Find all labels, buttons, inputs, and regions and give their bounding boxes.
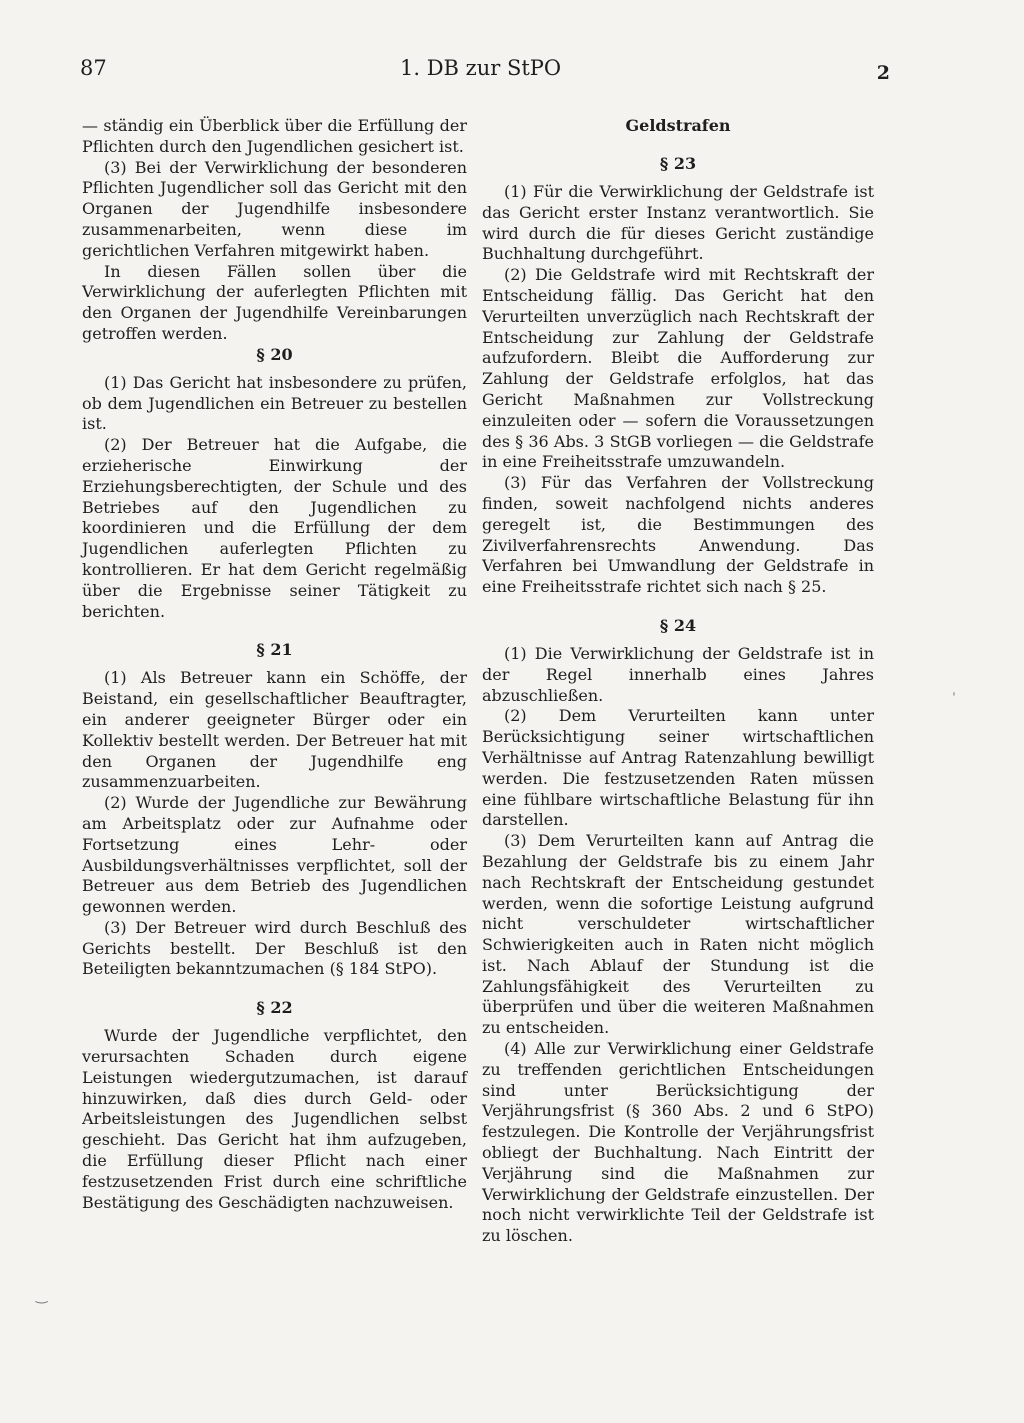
page-header: [80, 56, 890, 90]
paragraph: (2) Die Geldstrafe wird mit Rechtskraft der Entscheidung fällig. Das Gericht hat den Verurteilten unverzüglich nach Rechtskraft der Entscheidung zur Zahlung der Geldstrafe aufzufordern. Bleibt die Aufforderung zur Zahlung der Geldstrafe erfolglos, hat das Gericht Maßnahmen zur Vollstreckung einzuleiten oder — sofern die Voraussetzungen des § 36 Abs. 3 StGB vorliegen — die Geldstrafe in eine Freiheitsstrafe umzuwandeln.: [482, 265, 874, 472]
paragraph: (3) Bei der Verwirklichung der besonderen Pflichten Jugendlicher soll das Gericht mit den Organen der Jugendhilfe insbesondere zusammenarbeiten, wenn diese im gerichtlichen Verfahren mitgewirkt haben.: [82, 157, 467, 260]
paragraph: In diesen Fällen sollen über die Verwirklichung der auferlegten Pflichten mit den Organen der Jugendhilfe Vereinbarungen getroffen werden.: [82, 261, 467, 343]
section-marker: 2: [876, 62, 890, 84]
paragraph: (2) Wurde der Jugendliche zur Bewährung am Arbeitsplatz oder zur Aufnahme oder Fortsetzung eines Lehr- oder Ausbildungsverhältnisses verpflichtet, soll der Betreuer aus dem Betrieb des Jugendlichen gewonnen werden.: [82, 793, 467, 917]
left-column: [82, 116, 467, 1213]
right-column: [482, 116, 874, 1247]
paragraph: — ständig ein Überblick über die Erfüllung der Pflichten durch den Jugendlichen gesichert ist.: [82, 116, 467, 156]
section-heading-21: § 21: [256, 640, 293, 660]
scan-speck: ˌ: [952, 682, 956, 698]
paragraph: (3) Der Betreuer wird durch Beschluß des Gerichts bestellt. Der Beschluß ist den Beteiligten bekanntzumachen (§ 184 StPO).: [82, 917, 467, 979]
paragraph: (3) Für das Verfahren der Vollstreckung finden, soweit nachfolgend nichts anderes geregelt ist, die Bestimmungen des Zivilverfahrensrechts Anwendung. Das Verfahren bei Umwandlung der Geldstrafe in eine Freiheitsstrafe richtet sich nach § 25.: [482, 473, 874, 597]
paragraph: Wurde der Jugendliche verpflichtet, den verursachten Schaden durch eigene Leistungen wiedergutzumachen, ist darauf hinzuwirken, daß dies durch Geld- oder Arbeitsleistungen des Jugendlichen selbst geschieht. Das Gericht hat ihm aufzugeben, die Erfüllung dieser Pflicht nach einer festzusetzenden Frist durch eine schriftliche Bestätigung des Geschädigten nachzuweisen.: [82, 1026, 467, 1212]
scan-speck: ‿: [36, 1288, 48, 1304]
paragraph: (1) Die Verwirklichung der Geldstrafe ist in der Regel innerhalb eines Jahres abzuschließen.: [482, 643, 874, 705]
page-number: 87: [80, 56, 107, 80]
section-heading-23: § 23: [659, 154, 697, 173]
paragraph: (2) Dem Verurteilten kann unter Berücksichtigung seiner wirtschaftlichen Verhältnisse auf Antrag Ratenzahlung bewilligt werden. Die festzusetzenden Raten müssen eine fühlbare wirtschaftliche Belastung für ihn darstellen.: [482, 706, 874, 830]
chapter-title: Geldstrafen: [625, 116, 731, 135]
running-title: 1. DB zur StPO: [400, 56, 562, 80]
paragraph: (1) Für die Verwirklichung der Geldstrafe ist das Gericht erster Instanz verantwortlich. Sie wird durch die für dieses Gericht zuständige Buchhaltung durchgeführt.: [482, 182, 874, 264]
section-heading-24: § 24: [659, 615, 697, 635]
section-heading-22: § 22: [256, 998, 293, 1018]
paragraph: (1) Als Betreuer kann ein Schöffe, der Beistand, ein gesellschaftlicher Beauftragter, ein anderer geeigneter Bürger oder ein Kollektiv bestellt werden. Der Betreuer hat mit den Organen der Jugendhilfe eng zusammenzuarbeiten.: [82, 668, 467, 792]
paragraph: (4) Alle zur Verwirklichung einer Geldstrafe zu treffenden gerichtlichen Entscheidungen sind unter Berücksichtigung der Verjährungsfrist (§ 360 Abs. 2 und 6 StPO) festzulegen. Die Kontrolle der Verjährungsfrist obliegt der Buchhaltung. Nach Eintritt der Verjährung sind die Maßnahmen zur Verwirklichung der Geldstrafe einzustellen. Der noch nicht verwirklichte Teil der Geldstrafe ist zu löschen.: [482, 1039, 874, 1246]
paragraph: (1) Das Gericht hat insbesondere zu prüfen, ob dem Jugendlichen ein Betreuer zu bestellen ist.: [82, 372, 467, 434]
paragraph: (2) Der Betreuer hat die Aufgabe, die erzieherische Einwirkung der Erziehungsberechtigten, der Schule und des Betriebes auf den Jugendlichen zu koordinieren und die Erfüllung der dem Jugendlichen auferlegten Pflichten zu kontrollieren. Er hat dem Gericht regelmäßig über die Ergebnisse seiner Tätigkeit zu berichten.: [82, 435, 467, 621]
paragraph: (3) Dem Verurteilten kann auf Antrag die Bezahlung der Geldstrafe bis zu einem Jahr nach Rechtskraft der Entscheidung gestundet werden, wenn die sofortige Leistung aufgrund nicht verschuldeter wirtschaftlicher Schwierigkeiten auch in Raten nicht möglich ist. Nach Ablauf der Stundung ist die Zahlungsfähigkeit des Verurteilten zu überprüfen und über die weiteren Maßnahmen zu entscheiden.: [482, 831, 874, 1038]
section-heading-20: § 20: [256, 344, 293, 364]
